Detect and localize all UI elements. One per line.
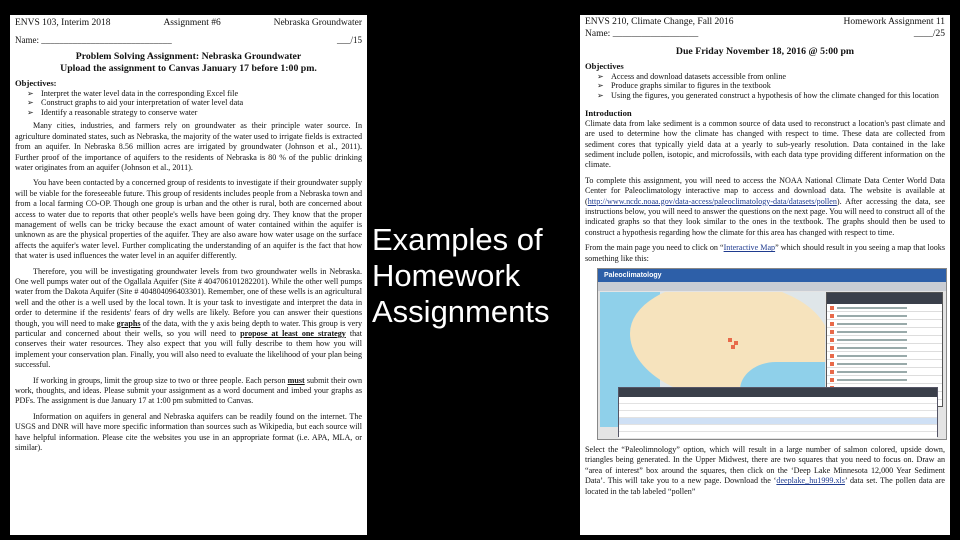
assignment-number: Homework Assignment 11 bbox=[843, 17, 945, 27]
objective-item: ➢ Interpret the water level data in the corresponding Excel file bbox=[27, 89, 362, 99]
paragraph-data-download: Select the “Paleolimnology” option, which will result in a large number of salmon colored, upside down, triangles being generated. In the Upper Midwest, there are two squares that you need to focus on. Draw an “area of interest” box around the squares, then click on the ‘Deep Lake Minnesota 12,000 Year Sediment Data’. This will take you to a new page. Download the ‘deeplake_hu1999.xls’ data set. The pollen data are located in the tab labeled “pollen” bbox=[585, 445, 945, 496]
name-field: Name: _____________________________ bbox=[15, 35, 172, 45]
document-header bbox=[585, 17, 945, 28]
interactive-map-screenshot bbox=[597, 268, 947, 440]
document-subtitle: Upload the assignment to Canvas January 17 before 1:00 pm. bbox=[60, 63, 317, 74]
assignment-document-left bbox=[10, 15, 367, 535]
slide-title bbox=[372, 222, 578, 330]
paragraph-context: You have been contacted by a concerned group of residents to investigate if their groundwater supply will be viable for the foreseeable future. This group of residents includes people from a Nebraska town and from a local farming CO-OP. Though one group is urban and the other is rural, both are concerned about access to water due to reports that other people's wells have been going dry. They know that the proper management of wells can be tricky because the exact amount of water contained within the aquifer is unknown as are the physical properties of the aquifer. They are also aware how water usage on the surface affects the aquifer's water level. Further complicating the understanding of an aquifer is the fact that how that water is used influences the water level in an aquifer differently. bbox=[15, 178, 362, 261]
noaa-pollen-link[interactable]: http://www.ncdc.noaa.gov/data-access/paleoclimatology-data/datasets/pollen bbox=[587, 196, 837, 206]
course-label: ENVS 210, Climate Change, Fall 2016 bbox=[585, 17, 734, 27]
score-field: ___/15 bbox=[336, 35, 362, 45]
paragraph-intro: Many cities, industries, and farmers rely on groundwater as their principle water source. In agriculture dominated states, such as Nebraska, the majority of the water used to irrigate fields is extracted from an aquifer. In Nebraska 8.56 million acres are irrigated by groundwater (Johnson et al., 2011). Further proof of the importance of aquifers to the residents of Nebraska is 80 % of the public drinking water originates from an aquifer (Johnson et al., 2011). bbox=[15, 121, 362, 172]
name-field: Name: __________________ bbox=[585, 29, 699, 39]
emphasis-must: must bbox=[287, 375, 305, 385]
map-results-table bbox=[618, 387, 938, 437]
objective-item: ➢ Produce graphs similar to figures in the textbook bbox=[597, 81, 945, 91]
assignment-document-right bbox=[580, 15, 950, 535]
name-line bbox=[585, 29, 945, 40]
slide-title-line: Examples of bbox=[372, 222, 543, 257]
introduction-heading: Introduction bbox=[585, 108, 632, 119]
course-label: ENVS 103, Interim 2018 bbox=[15, 18, 111, 28]
emphasis-graphs: graphs bbox=[116, 318, 141, 328]
paragraph-task: Therefore, you will be investigating groundwater levels from two groundwater wells in Nebraska. One well pumps water out of the Ogallala Aquifer (Site # 404706101282201). While the other well pumps water from the Dakota Aquifer (Site # 404804096403301). Remember, one of these wells is an agricultural well and the other is a well used by the local town. It is your task to investigate and interpret the data in order to determine if the residents' fears of dry wells are likely. Before you can answer their questions though, you will need to make graphs of the data, with the y axis being depth to water. This group is very particular and concerned about their wells, so you will need to propose at least one strategy that conserves their water resources. They also expect that you will fully describe to them how you will implement your conservation plan. Finally, you will also need to evaluate the likelihood of your plan being successful. bbox=[15, 266, 362, 370]
paragraph-submission: If working in groups, limit the group size to two or three people. Each person must submit their own work, thoughts, and ideas. Please submit your assignment as a word document and imbed your graphs as PDFs. The assignment is due January 17 at 1:00 pm submitted to Canvas. bbox=[15, 375, 362, 406]
objective-item: ➢ Identify a reasonable strategy to conserve water bbox=[27, 108, 362, 118]
assignment-topic: Nebraska Groundwater bbox=[273, 18, 362, 28]
objective-item: ➢ Using the figures, you generated construct a hypothesis of how the climate changed for this location bbox=[597, 91, 945, 101]
score-field: ____/25 bbox=[913, 29, 945, 39]
document-header bbox=[15, 18, 362, 29]
slide-title-line: Homework bbox=[372, 258, 521, 293]
site-marker[interactable] bbox=[731, 345, 735, 349]
paragraph-map-instructions: From the main page you need to click on “Interactive Map” which should result in you seeing a map that looks something like this: bbox=[585, 243, 945, 263]
name-line bbox=[15, 34, 362, 47]
site-marker[interactable] bbox=[728, 338, 732, 342]
dataset-download-link[interactable]: deeplake_hu1999.xls bbox=[776, 476, 845, 486]
paragraph-sources: Information on aquifers in general and Nebraska aquifers can be readily found on the internet. The USGS and DNR will have more specific information than sources such as Wikipedia, but each source will have helpful information. Please cite the websites you use in an appropriate format (i.e. APA, MLA, or similar). bbox=[15, 411, 362, 453]
map-title-bar: Paleoclimatology bbox=[598, 269, 946, 282]
paragraph-access: To complete this assignment, you will need to access the NOAA National Climate Data Center World Data Center for Paleoclimatology interactive map to access and download data. The website is available at (http://www.ncdc.noaa.gov/data-access/paleoclimatology-data/datasets/pollen). After accessing the data, see instructions below, you will need to answer the questions on the next page. You will need to construct all of the indicated graphs so that they look similar to the ones in the textbook. The graphs should then be used to construct a hypothesis regarding how the climate for this area has changed with respect to time. bbox=[585, 175, 945, 237]
objective-item: ➢ Construct graphs to aid your interpretation of water level data bbox=[27, 98, 362, 108]
due-date: Due Friday November 18, 2016 @ 5:00 pm bbox=[675, 46, 855, 57]
paragraph-intro: Climate data from lake sediment is a common source of data used to reconstruct a location's past climate and are used to determine how the climate has changed with respect to time. These data are collected from sediment cores that typically yield data at a yearly to sub-yearly resolution. Data contained in the lake sediment include pollen, isotopic, and microfossils, with each data type providing different information on the climate. bbox=[585, 118, 945, 170]
interactive-map-link[interactable]: Interactive Map bbox=[723, 243, 776, 253]
assignment-number: Assignment #6 bbox=[163, 18, 221, 28]
map-toolbar bbox=[598, 282, 946, 291]
objectives-heading: Objectives: bbox=[15, 78, 57, 88]
document-title: Problem Solving Assignment: Nebraska Groundwater bbox=[75, 51, 302, 62]
objectives-heading: Objectives bbox=[585, 61, 624, 71]
emphasis-strategy: propose at least one strategy bbox=[240, 329, 346, 338]
objective-item: ➢ Access and download datasets accessible from online bbox=[597, 72, 945, 82]
slide-title-line: Assignments bbox=[372, 294, 550, 329]
objectives-list bbox=[585, 72, 945, 101]
objectives-list bbox=[15, 89, 362, 118]
